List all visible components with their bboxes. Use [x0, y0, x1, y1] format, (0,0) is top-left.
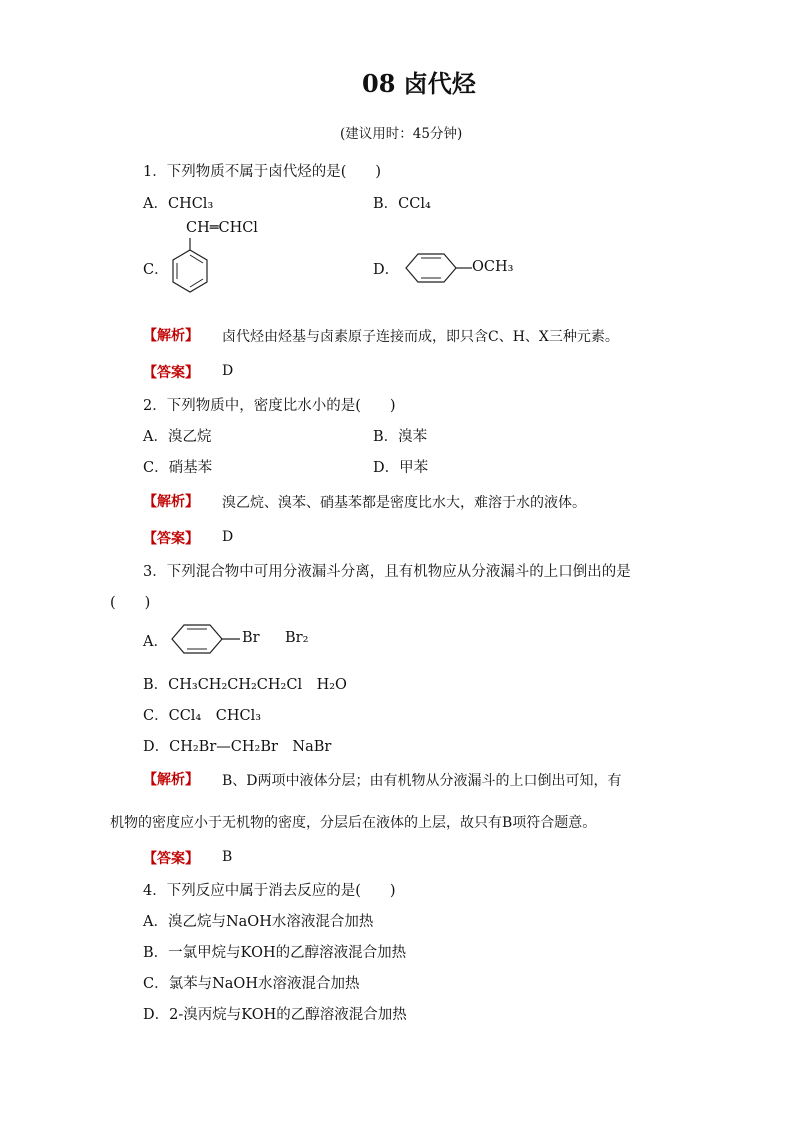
- q1-option-d-formula: OCH₃: [472, 259, 514, 275]
- suggested-time: (建议用时：45分钟): [340, 126, 463, 142]
- q3-analysis-line1: B、D两项中液体分层；由有机物从分液漏斗的上口倒出可知，有: [222, 773, 622, 789]
- q3-answer-tag: 【答案】: [143, 851, 199, 867]
- q2-analysis-tag: 【解析】: [143, 494, 199, 510]
- q3-analysis-line2: 机物的密度应小于无机物的密度，分层后在液体的上层，故只有B项符合题意。: [110, 815, 597, 831]
- q2-option-d: D．甲苯: [373, 460, 429, 476]
- q3-option-a-br2: Br₂: [285, 630, 309, 646]
- q4-option-b: B．一氯甲烷与KOH的乙醇溶液混合加热: [143, 945, 407, 961]
- q4-option-a: A．溴乙烷与NaOH水溶液混合加热: [143, 914, 374, 930]
- q3-option-c: C．CCl₄ CHCl₃: [143, 708, 262, 724]
- q1-analysis-tag: 【解析】: [143, 328, 199, 344]
- q2-option-a: A．溴乙烷: [143, 429, 212, 445]
- q3-option-a-label: A．: [143, 634, 168, 650]
- q1-option-a: A．CHCl₃: [143, 196, 214, 212]
- q2-stem: 2．下列物质中，密度比水小的是( ): [143, 398, 396, 414]
- q1-option-b: B．CCl₄: [373, 196, 431, 212]
- q2-answer: D: [222, 529, 234, 545]
- q3-option-a-br: Br: [242, 630, 260, 646]
- q1-stem: 1．下列物质不属于卤代烃的是( ): [143, 164, 382, 180]
- q1-answer-tag: 【答案】: [143, 365, 199, 381]
- q3-option-b: B．CH₃CH₂CH₂CH₂Cl H₂O: [143, 677, 347, 693]
- q3-stem-blank: ( ): [110, 595, 151, 611]
- page-title: 08 卤代烃: [362, 69, 476, 98]
- q1-analysis: 卤代烃由烃基与卤素原子连接而成，即只含C、H、X三种元素。: [222, 329, 619, 345]
- q2-analysis: 溴乙烷、溴苯、硝基苯都是密度比水大，难溶于水的液体。: [222, 495, 586, 511]
- q4-option-d: D．2-溴丙烷与KOH的乙醇溶液混合加热: [143, 1007, 407, 1023]
- q1-option-c-label: C．: [143, 262, 169, 278]
- q3-answer: B: [222, 849, 233, 865]
- q2-answer-tag: 【答案】: [143, 531, 199, 547]
- benzene-ring-c-structure: [168, 236, 212, 306]
- q1-option-d-label: D．: [373, 262, 400, 278]
- q2-option-b: B．溴苯: [373, 429, 428, 445]
- benzene-ring-q3-structure: [166, 621, 246, 657]
- q1-answer: D: [222, 363, 234, 379]
- q3-stem: 3．下列混合物中可用分液漏斗分离，且有机物应从分液漏斗的上口倒出的是: [143, 564, 631, 580]
- benzene-ring-d-structure: [400, 250, 480, 286]
- q3-analysis-tag: 【解析】: [143, 772, 199, 788]
- q4-option-c: C．氯苯与NaOH水溶液混合加热: [143, 976, 360, 992]
- q1-option-c-formula: CH═CHCl: [186, 220, 258, 236]
- q3-option-d: D．CH₂Br—CH₂Br NaBr: [143, 739, 332, 755]
- q2-option-c: C．硝基苯: [143, 460, 213, 476]
- q4-stem: 4．下列反应中属于消去反应的是( ): [143, 883, 396, 899]
